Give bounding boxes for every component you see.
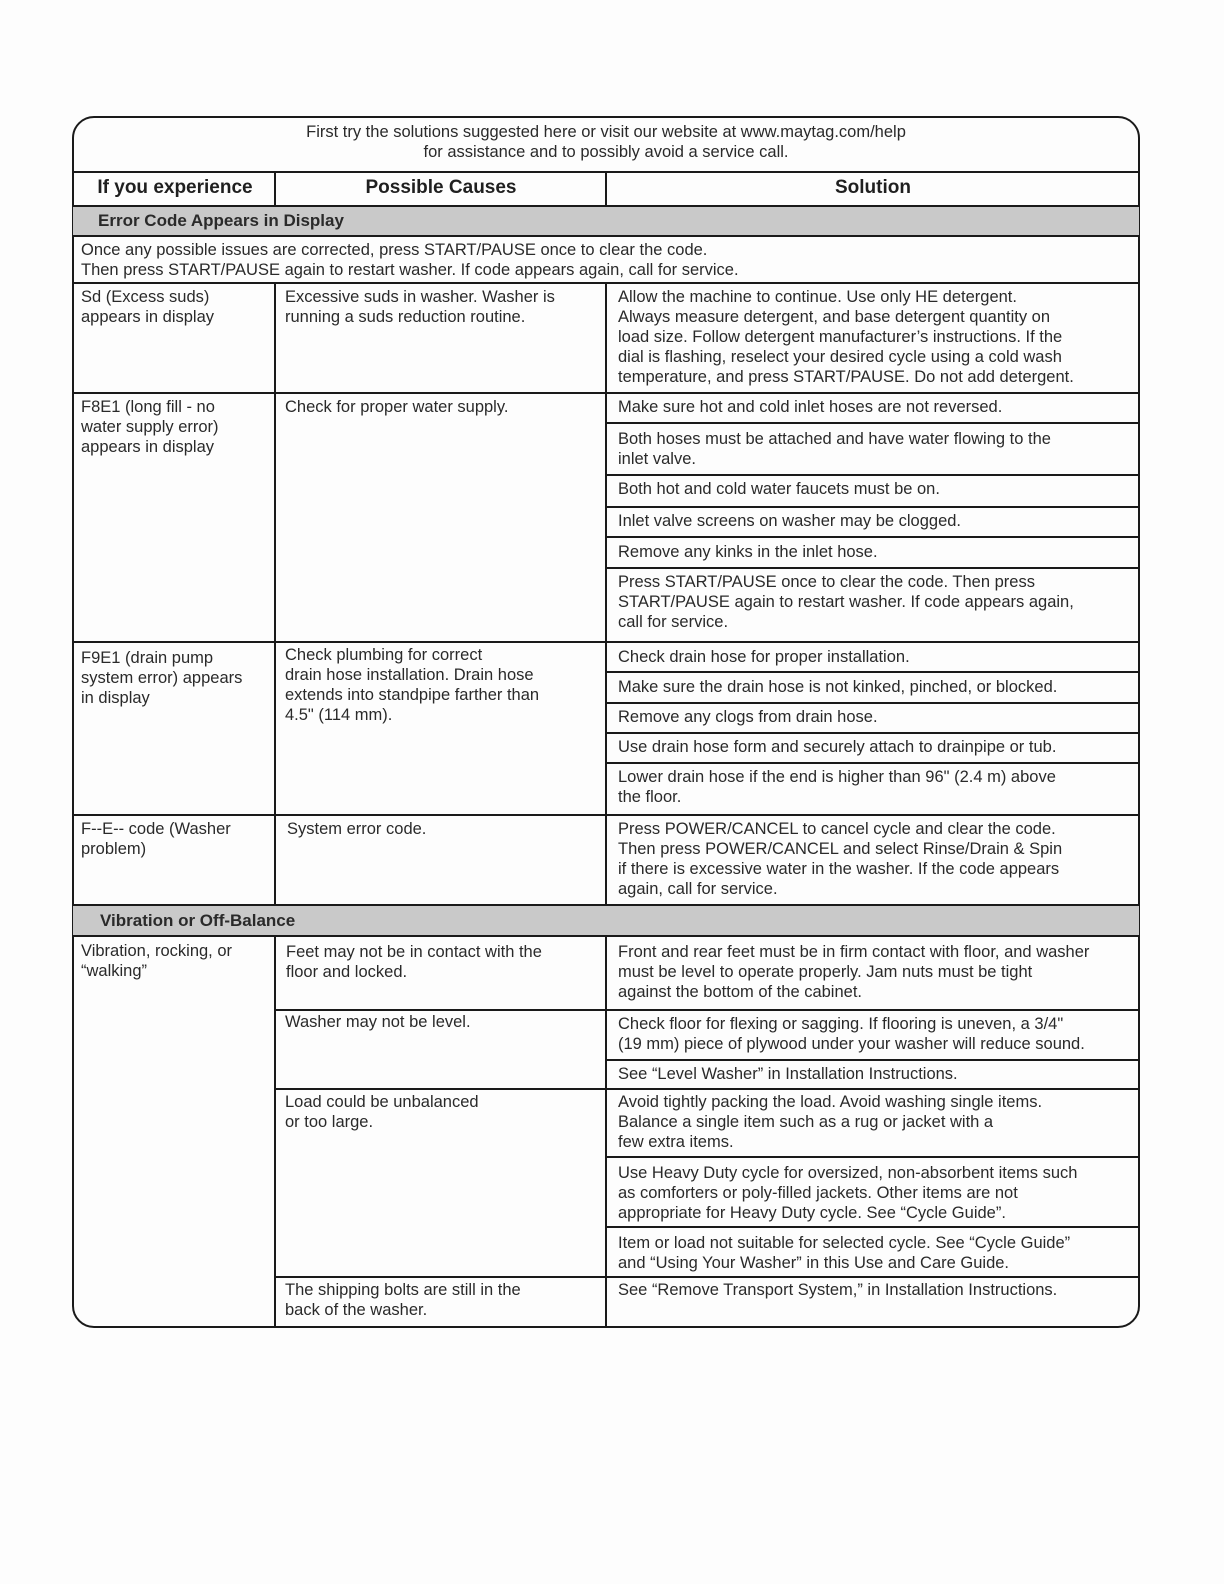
rule (606, 567, 1139, 569)
solution-f9e1-2: Make sure the drain hose is not kinked, pinched, or blocked. (618, 678, 1058, 696)
experience-sd: Sd (Excess suds) appears in display (81, 288, 214, 326)
rule (606, 762, 1139, 764)
solution-sd: Allow the machine to continue. Use only HE detergent. Always measure detergent, and base detergent quantity on load size. Follow detergent manufacturer’s instructions. If the dial is flashing, reselect your desired cycle using a cold wash temperature, and press START/PAUSE. Do not add detergent. (618, 288, 1074, 386)
solution-fe: Press POWER/CANCEL to cancel cycle and clear the code. Then press POWER/CANCEL and select Rinse/Drain & Spin if there is excessive water in the washer. If the code appears again, call for service. (618, 820, 1063, 898)
solution-f8e1-1: Make sure hot and cold inlet hoses are not reversed. (618, 398, 1003, 416)
solution-f9e1-5: Lower drain hose if the end is higher than 96" (2.4 m) above the floor. (618, 768, 1056, 806)
rule (605, 935, 607, 1327)
solution-vibration-7: See “Remove Transport System,” in Installation Instructions. (618, 1281, 1058, 1299)
rule (606, 422, 1139, 424)
error-code-note: Once any possible issues are corrected, press START/PAUSE once to clear the code. Then press START/PAUSE again to restart washer. If code appears again, call for service. (81, 241, 739, 279)
solution-vibration-1: Front and rear feet must be in firm contact with floor, and washer must be level to operate properly. Jam nuts must be tight against the bottom of the cabinet. (618, 943, 1090, 1001)
rule (606, 732, 1139, 734)
rule (274, 171, 276, 207)
experience-f8e1: F8E1 (long fill - no water supply error) appears in display (81, 398, 219, 456)
cause-f8e1: Check for proper water supply. (285, 398, 509, 416)
section-title-error-code: Error Code Appears in Display (98, 211, 344, 230)
solution-vibration-3: See “Level Washer” in Installation Instructions. (618, 1065, 958, 1083)
cause-vibration-4: The shipping bolts are still in the back of the washer. (285, 1281, 521, 1319)
cause-vibration-3: Load could be unbalanced or too large. (285, 1093, 479, 1131)
rule (274, 282, 276, 906)
rule (606, 1156, 1139, 1158)
rule (73, 235, 1139, 237)
rule (274, 935, 276, 1327)
solution-f8e1-2: Both hoses must be attached and have water flowing to the inlet valve. (618, 430, 1051, 468)
rule (606, 506, 1139, 508)
solution-f8e1-3: Both hot and cold water faucets must be on. (618, 480, 940, 498)
header-solution: Solution (835, 177, 911, 198)
intro-text: First try the solutions suggested here or visit our website at www.maytag.com/help for assistance and to possibly avoid a service call. (306, 123, 906, 161)
cause-sd: Excessive suds in washer. Washer is running a suds reduction routine. (285, 288, 555, 326)
rule (605, 282, 607, 906)
cause-fe: System error code. (287, 820, 427, 838)
solution-vibration-4: Avoid tightly packing the load. Avoid washing single items. Balance a single item such as a rug or jacket with a few extra items. (618, 1093, 1043, 1151)
rule (606, 474, 1139, 476)
header-causes: Possible Causes (365, 177, 517, 198)
cause-vibration-2: Washer may not be level. (285, 1013, 471, 1031)
solution-f8e1-4: Inlet valve screens on washer may be clogged. (618, 512, 962, 530)
cause-vibration-1: Feet may not be in contact with the floor and locked. (286, 943, 542, 981)
rule (276, 1276, 1139, 1278)
solution-vibration-6: Item or load not suitable for selected cycle. See “Cycle Guide” and “Using Your Washer” in this Use and Care Guide. (618, 1234, 1071, 1272)
solution-vibration-2: Check floor for flexing or sagging. If flooring is uneven, a 3/4" (19 mm) piece of plywood under your washer will reduce sound. (618, 1015, 1085, 1053)
rule (606, 671, 1139, 673)
rule (606, 1226, 1139, 1228)
solution-vibration-5: Use Heavy Duty cycle for oversized, non-absorbent items such as comforters or poly-filled jackets. Other items are not appropriate for Heavy Duty cycle. See “Cycle Guide”. (618, 1164, 1078, 1222)
rule (276, 1088, 1139, 1090)
solution-f9e1-3: Remove any clogs from drain hose. (618, 708, 878, 726)
header-experience: If you experience (97, 177, 253, 198)
rule (606, 1059, 1139, 1061)
section-title-vibration: Vibration or Off-Balance (100, 911, 296, 930)
rule (606, 536, 1139, 538)
rule (606, 702, 1139, 704)
experience-f9e1: F9E1 (drain pump system error) appears in display (81, 649, 243, 707)
solution-f9e1-4: Use drain hose form and securely attach to drainpipe or tub. (618, 738, 1057, 756)
rule (276, 1009, 1139, 1011)
experience-fe: F--E-- code (Washer problem) (81, 820, 231, 858)
solution-f9e1-1: Check drain hose for proper installation. (618, 648, 910, 666)
solution-f8e1-5: Remove any kinks in the inlet hose. (618, 543, 878, 561)
solution-f8e1-6: Press START/PAUSE once to clear the code. Then press START/PAUSE again to restart washer. If code appears again, call for service. (618, 573, 1074, 631)
experience-vibration: Vibration, rocking, or “walking” (81, 942, 233, 980)
cause-f9e1: Check plumbing for correct drain hose installation. Drain hose extends into standpipe farther than 4.5" (114 mm). (285, 646, 540, 724)
